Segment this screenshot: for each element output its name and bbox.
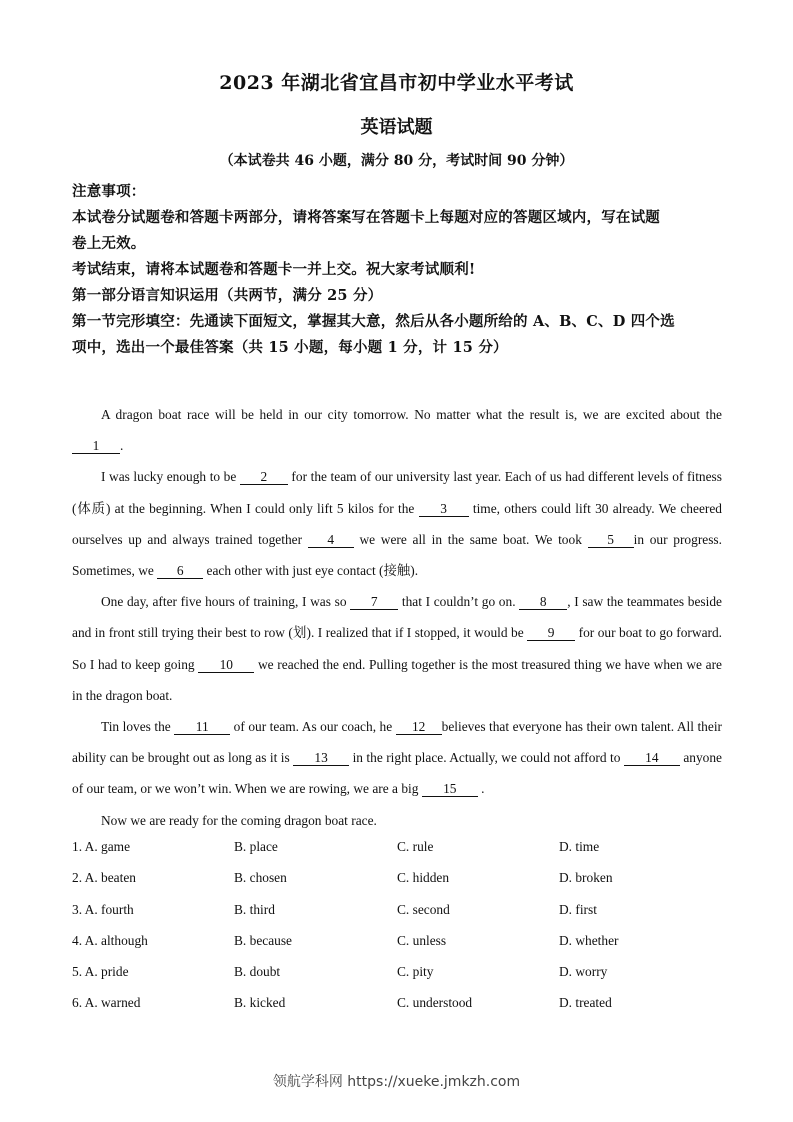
footer-watermark: 领航学科网 https://xueke.jmkzh.com bbox=[272, 1074, 521, 1090]
option-c: C. unless bbox=[397, 932, 447, 948]
exam-title: 2023 年湖北省宜昌市初中学业水平考试 bbox=[219, 72, 574, 94]
option-b: B. place bbox=[234, 839, 278, 854]
option-row-3 bbox=[72, 896, 724, 927]
option-row-2 bbox=[72, 864, 724, 895]
blank-7: 7 bbox=[350, 594, 398, 610]
blank-13: 13 bbox=[293, 750, 349, 766]
option-a: 5. A. pride bbox=[72, 964, 129, 980]
notes-line-1: 本试卷分试题卷和答题卡两部分，请将答案写在答题卡上每题对应的答题区域内，写在试题 bbox=[72, 209, 660, 226]
option-a: 2. A. beaten bbox=[72, 870, 136, 886]
option-row-1 bbox=[72, 833, 724, 864]
option-c: C. understood bbox=[397, 995, 473, 1011]
notes-line-3: 考试结束，请将本试题卷和答题卡一并上交。祝大家考试顺利! bbox=[72, 261, 476, 278]
option-d: D. first bbox=[559, 901, 597, 917]
blank-11: 11 bbox=[174, 719, 230, 735]
option-row-4 bbox=[72, 927, 724, 958]
option-b: B. because bbox=[234, 932, 293, 948]
passage-paragraph-2: I was lucky enough to be 2 for the team of our university last year. Each of us had different levels of fitness (体质) at the beginning. When I could only lift 5 kilos for the 3 time, others could lift 30 already. We cheered ourselves up and always trained together 4 we were all in the same boat. We took 5 in our progress. Sometimes, we 6 each other with just eye contact (接触). bbox=[72, 469, 722, 579]
blank-5: 5 bbox=[588, 532, 634, 548]
option-c: C. second bbox=[397, 901, 450, 917]
passage-paragraph-5: Now we are ready for the coming dragon boat race. bbox=[101, 812, 377, 828]
option-c: C. hidden bbox=[397, 870, 450, 886]
option-d: D. whether bbox=[559, 932, 619, 948]
option-b: B. third bbox=[234, 901, 275, 917]
blank-12: 12 bbox=[396, 719, 442, 735]
cloze-passage bbox=[72, 399, 722, 836]
blank-4: 4 bbox=[308, 532, 354, 548]
passage-paragraph-1: A dragon boat race will be held in our city tomorrow. No matter what the result is, we are excited about the 1 . bbox=[72, 399, 722, 461]
blank-1: 1 bbox=[72, 438, 120, 454]
instructions bbox=[72, 179, 724, 361]
paper-info: （本试卷共 46 小题，满分 80 分，考试时间 90 分钟） bbox=[219, 153, 574, 169]
option-a: 4. A. although bbox=[72, 932, 148, 948]
option-a: 1. A. game bbox=[72, 839, 131, 854]
answer-options bbox=[72, 833, 724, 1021]
option-a: 6. A. warned bbox=[72, 995, 141, 1011]
notes-line-2: 卷上无效。 bbox=[72, 235, 146, 252]
option-b: B. chosen bbox=[234, 870, 287, 886]
blank-10: 10 bbox=[198, 657, 254, 673]
option-row-6 bbox=[72, 989, 724, 1020]
option-c: C. pity bbox=[397, 964, 434, 980]
exam-subtitle: 英语试题 bbox=[360, 117, 433, 138]
option-c: C. rule bbox=[397, 839, 434, 854]
blank-8: 8 bbox=[519, 594, 567, 610]
option-b: B. kicked bbox=[234, 995, 286, 1011]
blank-9: 9 bbox=[527, 625, 575, 641]
section-one-heading-2: 项中，选出一个最佳答案（共 15 小题，每小题 1 分，计 15 分） bbox=[72, 339, 508, 356]
blank-6: 6 bbox=[157, 563, 203, 579]
passage-paragraph-3: One day, after five hours of training, I was so 7 that I couldn’t go on. 8 , I saw the teammates beside and in front still trying their best to row (划). I realized that if I stopped, it would be 9 for our boat to go forward. So I had to keep going 10 we reached the end. Pulling together is the most treasured thing we have when we are in the dragon boat. bbox=[72, 594, 723, 703]
blank-14: 14 bbox=[624, 750, 680, 766]
option-d: D. worry bbox=[559, 964, 608, 980]
option-d: D. treated bbox=[559, 995, 612, 1011]
blank-3: 3 bbox=[419, 501, 469, 517]
notes-heading: 注意事项： bbox=[72, 183, 146, 200]
section-one-heading-1: 第一节完形填空：先通读下面短文，掌握其大意，然后从各小题所给的 A、B、C、D 四个选 bbox=[72, 313, 675, 330]
option-row-5 bbox=[72, 958, 724, 989]
option-a: 3. A. fourth bbox=[72, 901, 134, 917]
part-one-heading: 第一部分语言知识运用（共两节，满分 25 分） bbox=[72, 287, 383, 304]
passage-paragraph-4: Tin loves the 11 of our team. As our coach, he 12 believes that everyone has their own talent. All their ability can be brought out as long as it is 13 in the right place. Actually, we could not afford to 14 anyone of our team, or we won’t win. When we are rowing, we are a big 15 . bbox=[72, 719, 722, 797]
option-d: D. broken bbox=[559, 870, 613, 886]
option-b: B. doubt bbox=[234, 964, 281, 980]
blank-2: 2 bbox=[240, 469, 288, 485]
blank-15: 15 bbox=[422, 781, 478, 797]
option-d: D. time bbox=[559, 839, 600, 854]
